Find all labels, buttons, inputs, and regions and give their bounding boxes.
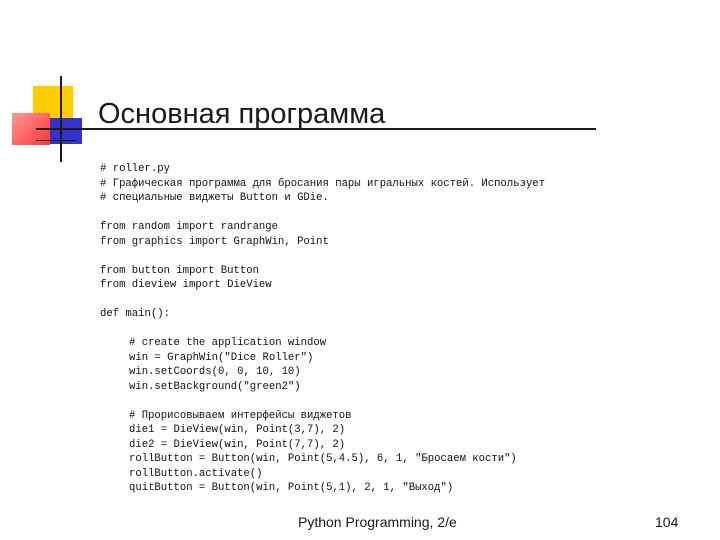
code-block [100, 162, 545, 496]
code-line: die2 = DieView(win, Point(7,7), 2) [129, 438, 346, 451]
code-line: # create the application window [129, 337, 327, 349]
code-line: die1 = DieView(win, Point(3,7), 2) [129, 424, 346, 436]
code-line: from dieview import DieView [100, 279, 272, 291]
code-line [100, 206, 545, 221]
decor-short-line [36, 140, 76, 141]
code-line: quitButton = Button(win, Point(5,1), 2, 1, "Выход") [129, 482, 454, 494]
code-line: # специальные виджеты Button и GDie. [100, 192, 329, 204]
slide-title: Основная программа [98, 98, 386, 130]
footer-title: Python Programming, 2/e [298, 514, 457, 530]
code-line: # Прорисовываем интерфейсы виджетов [129, 409, 352, 422]
code-line [100, 249, 545, 264]
code-line: win.setBackground("green2") [129, 380, 301, 393]
code-line: rollButton = Button(win, Point(5,4.5), 6, 1, "Бросаем кости") [129, 453, 517, 465]
code-line: from graphics import GraphWin, Point [100, 235, 329, 248]
code-line: from random import randrange [100, 221, 279, 233]
code-line [100, 293, 545, 308]
code-line: win = GraphWin("Dice Roller") [129, 351, 314, 364]
decor-vertical-line [60, 76, 62, 162]
page-number: 104 [655, 514, 679, 530]
code-line [100, 322, 545, 337]
code-line [100, 394, 545, 409]
code-line: # Графическая программа для бросания пары игральных костей. Использует [100, 177, 546, 190]
code-line: from button import Button [100, 264, 259, 277]
code-line: rollButton.activate() [129, 467, 263, 480]
code-line: # roller.py [100, 163, 170, 175]
code-line: win.setCoords(0, 0, 10, 10) [129, 366, 301, 378]
code-line: def main(): [100, 308, 170, 320]
